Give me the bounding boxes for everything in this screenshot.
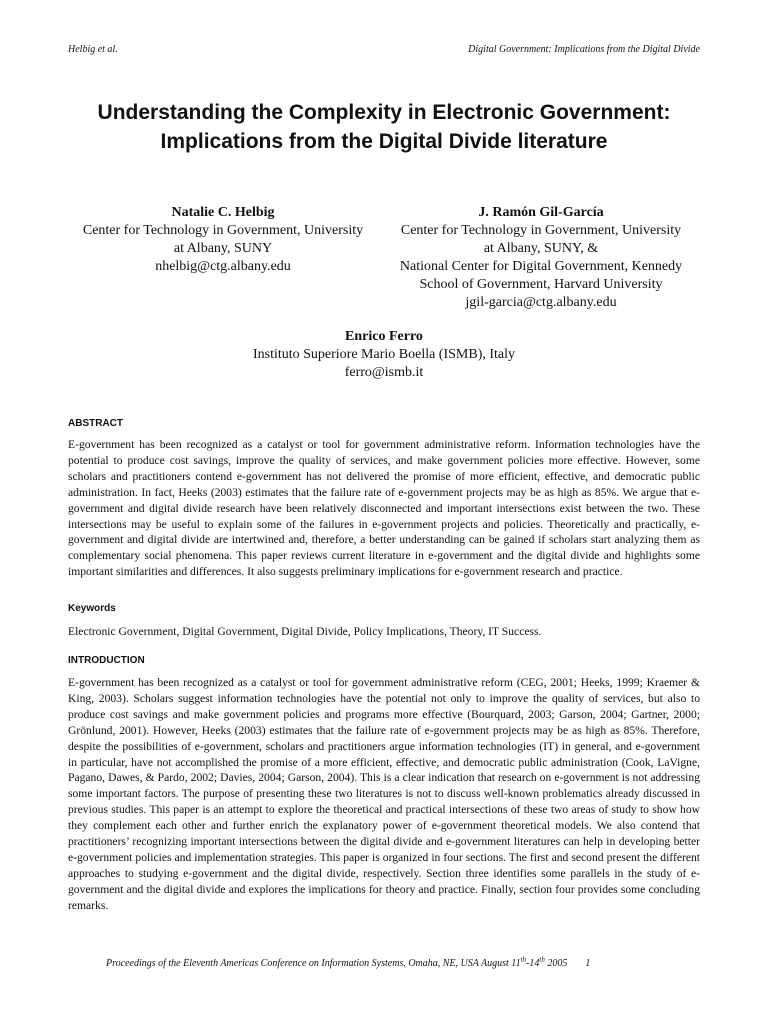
footer-sup: th: [520, 955, 527, 964]
keywords-text: Electronic Government, Digital Government, Digital Divide, Policy Implications, Theory, IT Success.: [68, 625, 542, 638]
author-affiliation-line: School of Government, Harvard University: [419, 277, 663, 292]
author-affiliation-line: Center for Technology in Government, University: [400, 223, 682, 238]
header-authors: Helbig et al.: [68, 44, 118, 55]
running-header: [68, 44, 700, 55]
paper-title: [40, 98, 728, 156]
author-email: ferro@ismb.it: [344, 365, 424, 380]
author-email: nhelbig@ctg.albany.edu: [155, 259, 291, 274]
author-email: jgil-garcia@ctg.albany.edu: [465, 295, 617, 310]
author-affiliation: Instituto Superiore Mario Boella (ISMB), Italy: [252, 347, 516, 362]
abstract-heading: ABSTRACT: [68, 418, 123, 429]
author-name: J. Ramón Gil-García: [478, 205, 604, 220]
author-gil-garcia: [382, 204, 700, 312]
author-ferro: [68, 328, 700, 382]
footer-date-range: -14: [526, 958, 540, 969]
page-number: 1: [585, 958, 591, 969]
footer-sup: th: [539, 955, 545, 964]
title-line-1: Understanding the Complexity in Electronic Government:: [97, 101, 671, 124]
author-block: [68, 204, 700, 312]
page-footer: [106, 955, 591, 969]
title-line-2: Implications from the Digital Divide literature: [160, 130, 608, 153]
author-affiliation-line: at Albany, SUNY, &: [483, 241, 599, 256]
keywords-heading: Keywords: [68, 603, 116, 614]
footer-proceedings: Proceedings of the Eleventh Americas Conference on Information Systems, Omaha, NE, USA August 11: [106, 958, 521, 969]
author-affiliation-line: at Albany, SUNY: [173, 241, 273, 256]
introduction-text: E-government has been recognized as a catalyst or tool for government administrative reform (CEG, 2001; Heeks, 1999; Kraemer & King, 2003). Scholars suggest information technologies have the potential not only to improve the quality of services, but also to produce cost savings and make government policies and programs more effective (Bourquard, 2003; Garson, 2004; Gartner, 2000; Grönlund, 2001). However, Heeks (2003) estimates that the failure rate of e-government projects may be as high as 85%. Therefore, despite the possibilities of e-government, scholars and practitioners argue information technologies (IT) in general, and e-government in particular, have not accomplished the promise of a more efficient, effective, and democratic public administration (Cook, LaVigne, Pagano, Dawes, & Pardo, 2002; Davies, 2004; Garson, 2004). This is a clear indication that research on e-government is not addressing some important factors. The purpose of presenting these two literatures is not to discuss well-known problematics already discussed in previous studies. This paper is an attempt to explore the theoretical and practical intersections of these two areas of study to show how they complement each other and further enrich the explanatory power of e-government theoretical models. We also contend that practitioners’ recognizing important intersections between the digital divide and e-government literatures can help in developing better e-government policies and implementation strategies. This paper is organized in four sections. The first and second present the different approaches to studying e-government and the digital divide, respectively. Section three identifies some parallels in the study of e-government and the digital divide and explores the implications for theory and practice. Finally, section four provides some concluding remarks.: [68, 676, 700, 912]
author-affiliation-line: Center for Technology in Government, University: [82, 223, 364, 238]
abstract-text: E-government has been recognized as a catalyst or tool for government administrative reform. Information technologies have the potential to produce cost savings, improve the quality of services, and make government policies more effective. However, some scholars and practitioners contend e-government has not delivered the promise of more efficient, effective, and democratic public administration. In fact, Heeks (2003) estimates that the failure rate of e-government projects may be as high as 85%. We argue that e-government and digital divide research have been relatively disconnected and important intersections exist between the two. These intersections may be useful to explain some of the failures in e-government projects and policies. Theoretically and practically, e-government and digital divide are intertwined and, therefore, a better understanding can be gained if scholars start analyzing them as complementary social phenomena. This paper reviews current literature in e-government and the digital divide and highlights some important similarities and differences. It also suggests preliminary implications for e-government research and practice.: [68, 438, 700, 579]
author-name: Natalie C. Helbig: [171, 205, 275, 220]
author-name: Enrico Ferro: [345, 329, 423, 344]
introduction-heading: INTRODUCTION: [68, 655, 145, 666]
author-affiliation-line: National Center for Digital Government, Kennedy: [399, 259, 683, 274]
author-helbig: [64, 204, 382, 312]
footer-year: 2005: [544, 958, 568, 969]
header-short-title: Digital Government: Implications from the Digital Divide: [468, 44, 700, 55]
